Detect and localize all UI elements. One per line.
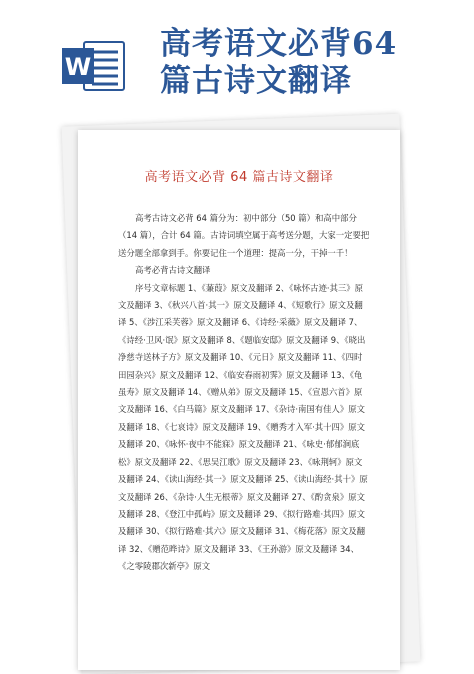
paragraph-intro: 高考古诗文必背 64 篇分为：初中部分（50 篇）和高中部分（14 篇），合计 64 篇。古诗词填空属于高考送分题，大家一定要把送分题全部拿到手。你要记住一个道理：提高一分，干掉一千！ <box>118 213 370 258</box>
document-body <box>118 210 370 576</box>
banner <box>0 0 474 118</box>
paragraph-list: 序号文章标题 1、《蒹葭》原文及翻译 2、《咏怀古迹·其三》原文及翻译 3、《秋兴八首·其一》原文及翻译 4、《短歌行》原文及翻译 5、《涉江采芙蓉》原文及翻译 6、《诗经·采薇》原文及翻译 7、《诗经·卫风·氓》原文及翻译 8、《题临安邸》原文及翻译 9、《晓出净慈寺送林子方》原文及翻译 10、《元日》原文及翻译 11、《四时田园杂兴》原文及翻译 12、《临安春雨初霁》原文及翻译 13、《龟虽寿》原文及翻译 14、《赠从弟》原文及翻译 15、《宣恩六首》原文及翻译 16、《白马篇》原文及翻译 17、《杂诗·南国有佳人》原文及翻译 18、《七哀诗》原文及翻译 19、《赠秀才入军·其十四》原文及翻译 20、《咏怀·夜中不能寐》原文及翻译 21、《咏史·郁郁涧底松》原文及翻译 22、《思吴江歌》原文及翻译 23、《咏荆轲》原文及翻译 24、《读山海经·其一》原文及翻译 25、《读山海经·其十》原文及翻译 26、《杂诗·人生无根蒂》原文及翻译 27、《酌贪泉》原文及翻译 28、《登江中孤屿》原文及翻译 29、《拟行路难·其四》原文及翻译 30、《拟行路难·其六》原文及翻译 31、《梅花落》原文及翻译 32、《赠范晔诗》原文及翻译 33、《王孙游》原文及翻译 34、《之零陵郡次新亭》原文 <box>118 282 368 572</box>
document-heading: 高考语文必背 64 篇古诗文翻译 <box>144 170 334 185</box>
word-document-icon <box>62 40 126 92</box>
document-page <box>78 130 400 670</box>
banner-title <box>160 26 460 100</box>
banner-title-line2: 篇古诗文翻译 <box>160 63 352 99</box>
banner-title-line1: 高考语文必背64 <box>160 26 398 62</box>
paragraph-section: 高考必背古诗文翻译 <box>135 265 211 276</box>
word-logo-letter: W <box>64 53 92 81</box>
